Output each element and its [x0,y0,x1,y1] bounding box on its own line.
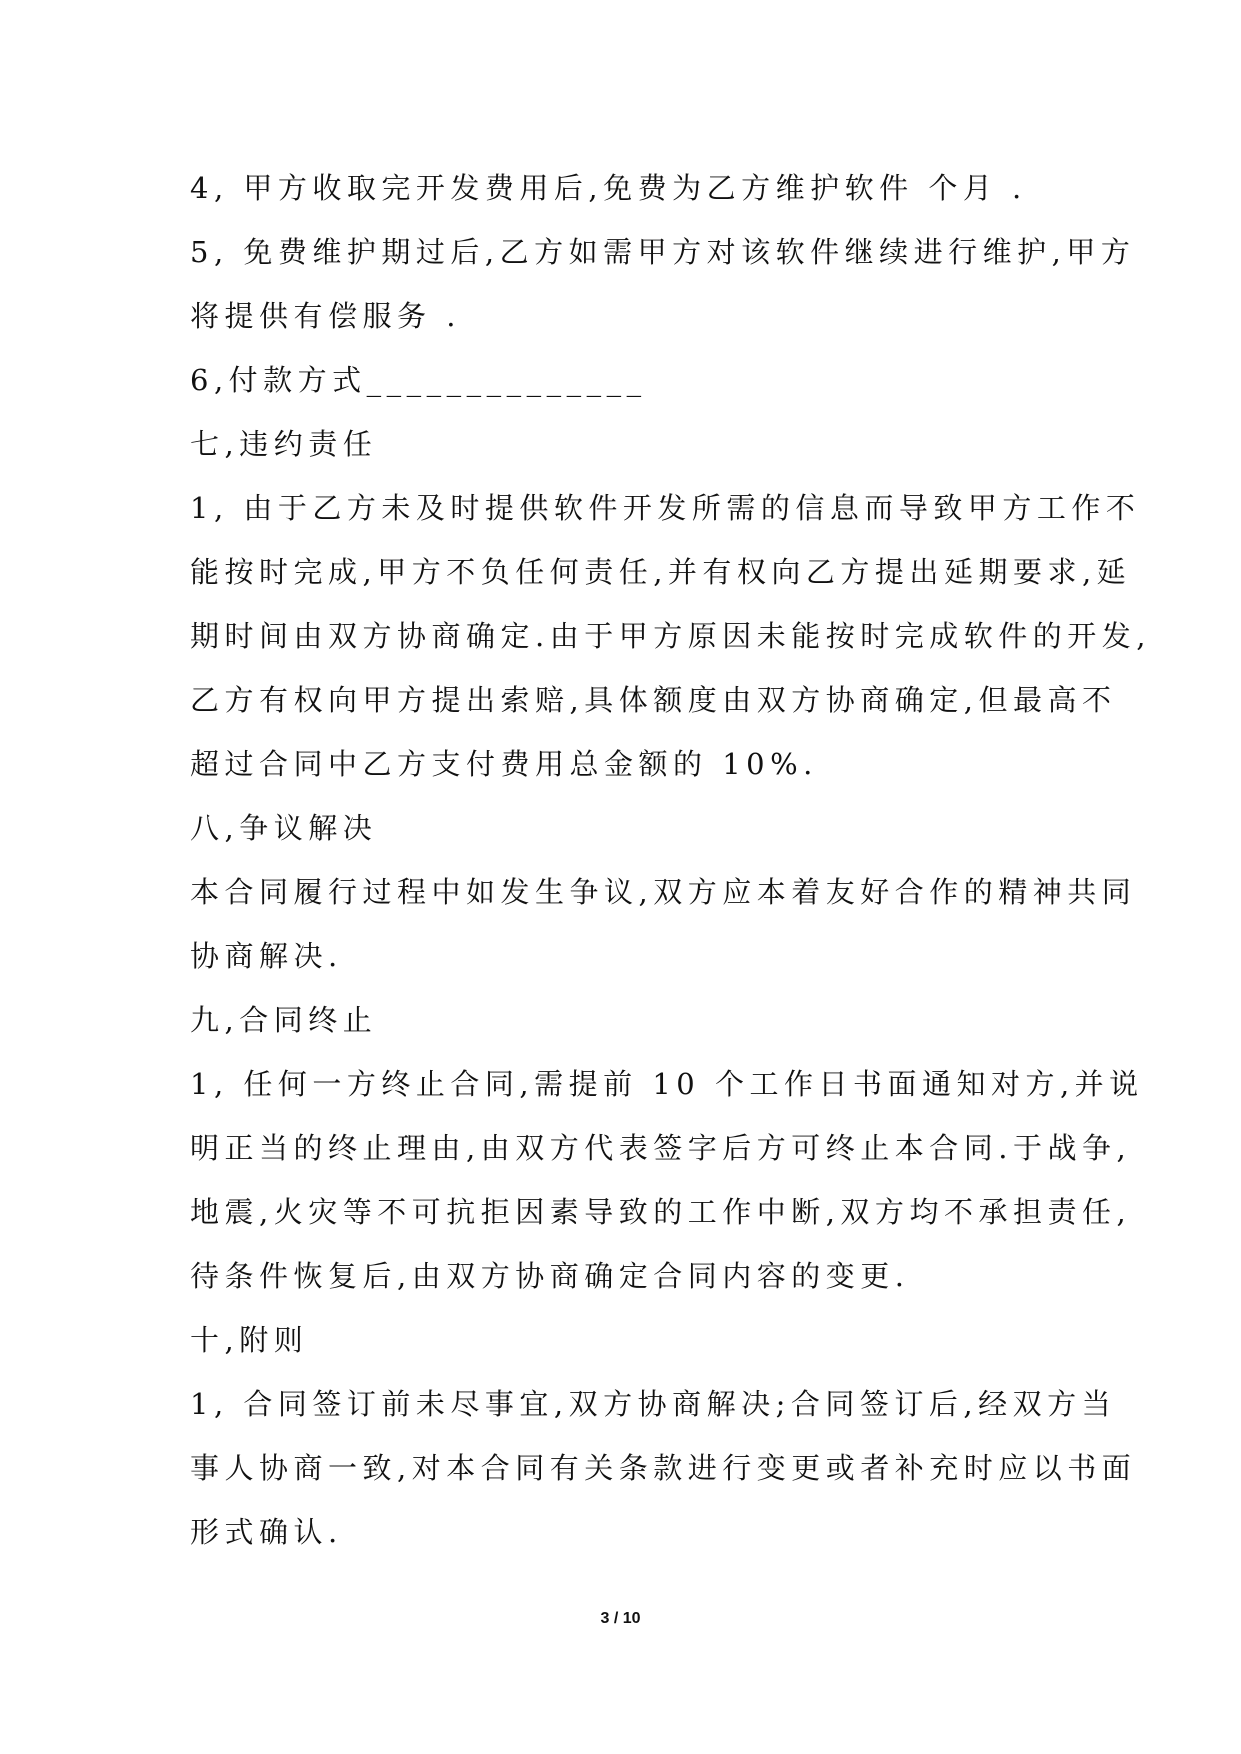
section-10-clause-1-line-3: 形式确认. [190,1515,343,1549]
document-body [190,160,1151,1568]
section-7-clause-1-line-2: 能按时完成,甲方不负任何责任,并有权向乙方提出延期要求,延 [190,555,1132,589]
section-7-clause-1-line-1: 1, 由于乙方未及时提供软件开发所需的信息而导致甲方工作不 [190,491,1141,525]
section-9-clause-1-line-2: 明正当的终止理由,由双方代表签字后方可终止本合同.于战争, [190,1131,1132,1165]
section-10-heading: 十,附则 [190,1323,309,1357]
section-7-clause-1-line-5: 超过合同中乙方支付费用总金额的 10%. [190,747,818,781]
clause-5-continuation: 将提供有偿服务 . [190,299,461,333]
section-10-clause-1-line-1: 1, 合同签订前未尽事宜,双方协商解决;合同签订后,经双方当 [190,1387,1117,1421]
clause-4-line: 4, 甲方收取完开发费用后,免费为乙方维护软件 个月 . [190,171,1027,205]
section-8-heading: 八,争议解决 [190,811,378,845]
section-7-heading: 七,违约责任 [190,427,378,461]
clause-6-payment-method: 6,付款方式______________ [190,363,647,397]
section-9-clause-1-line-3: 地震,火灾等不可抗拒因素导致的工作中断,双方均不承担责任, [190,1195,1132,1229]
clause-5-line: 5, 免费维护期过后,乙方如需甲方对该软件继续进行维护,甲方 [190,235,1136,269]
section-7-clause-1-line-4: 乙方有权向甲方提出索赔,具体额度由双方协商确定,但最高不 [190,683,1117,717]
section-9-heading: 九,合同终止 [190,1003,378,1037]
section-9-clause-1-line-4: 待条件恢复后,由双方协商确定合同内容的变更. [190,1259,910,1293]
page-number: 3 / 10 [600,1610,641,1627]
section-9-clause-1-line-1: 1, 任何一方终止合同,需提前 10 个工作日书面通知对方,并说 [190,1067,1144,1101]
section-8-text-line-1: 本合同履行过程中如发生争议,双方应本着友好合作的精神共同 [190,875,1137,909]
section-7-clause-1-line-3: 期时间由双方协商确定.由于甲方原因未能按时完成软件的开发, [190,619,1151,653]
section-10-clause-1-line-2: 事人协商一致,对本合同有关条款进行变更或者补充时应以书面 [190,1451,1137,1485]
section-8-text-line-2: 协商解决. [190,939,343,973]
